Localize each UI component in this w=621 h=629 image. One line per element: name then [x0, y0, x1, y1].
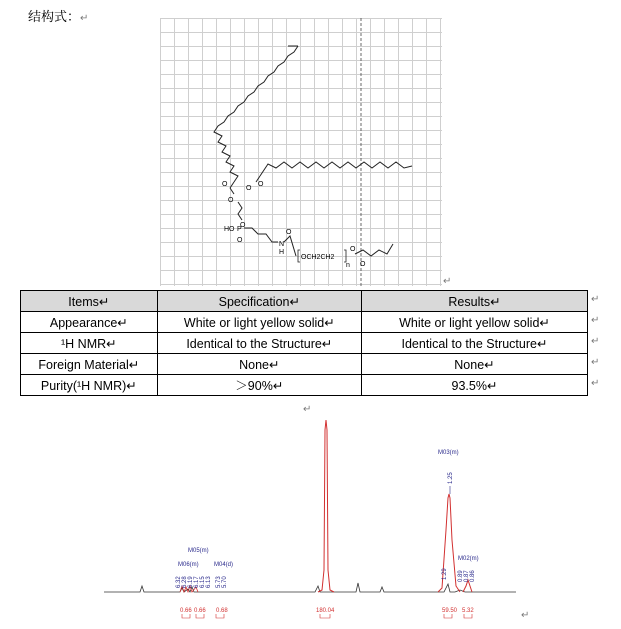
acyl-chain-2 — [260, 162, 412, 176]
row-return-mark: ↵ — [591, 336, 600, 347]
left-shift-labels — [176, 576, 228, 588]
cell-result: White or light yellow solid↵ — [361, 312, 587, 333]
phosphoryl-o: O — [237, 237, 243, 244]
integral-value: 0.66 — [180, 608, 192, 614]
ester2-carbonyl-o: O — [258, 181, 264, 188]
shift-label: 0.86 — [470, 570, 476, 582]
table-row — [21, 312, 588, 333]
table-header-row — [21, 291, 588, 312]
peg-subscript-n: n — [346, 262, 350, 269]
shift-label: 0.87 — [464, 570, 470, 582]
row-return-mark: ↵ — [591, 315, 600, 326]
peg-bracket-left — [298, 250, 300, 262]
header-specification: Specification↵ — [157, 291, 361, 312]
row-return-mark: ↵ — [591, 357, 600, 368]
cell-result: 93.5%↵ — [361, 375, 587, 396]
peak-group-label: M02(m) — [458, 556, 479, 562]
cell-specification: Identical to the Structure↵ — [157, 333, 361, 354]
row-return-mark: ↵ — [591, 378, 600, 389]
integral-value: 0.68 — [216, 608, 228, 614]
shift-label: 6.32 — [176, 576, 182, 588]
cell-item: Purity(¹H NMR)↵ — [21, 375, 158, 396]
integral-value: 5.32 — [462, 608, 474, 614]
shift-label: 6.17 — [194, 576, 200, 588]
cell-item: ¹H NMR↵ — [21, 333, 158, 354]
cell-result: Identical to the Structure↵ — [361, 333, 587, 354]
shift-label: 5.73 — [216, 576, 222, 588]
glycerol-backbone — [238, 202, 242, 220]
integral-value: 180.04 — [316, 608, 335, 614]
amide-bond — [284, 236, 296, 256]
ester1-o: O — [228, 197, 234, 204]
structure-heading-text: 结构式： — [28, 9, 81, 24]
peg-bracket-right — [344, 250, 346, 262]
table-row — [21, 375, 588, 396]
ester3-carbonyl-o: O — [360, 261, 366, 268]
hydroxyl-label: HO — [224, 226, 235, 233]
integral-value: 59.50 — [442, 608, 458, 614]
shift-label: 5.70 — [222, 576, 228, 588]
peg-peak — [318, 420, 334, 592]
table-row — [21, 354, 588, 375]
amide-h: H — [279, 249, 285, 256]
amide-o: O — [286, 229, 292, 236]
peg-repeat-unit: OCH2CH2 — [301, 254, 335, 261]
spectrum-baseline — [104, 583, 516, 592]
integral-value: 0.66 — [194, 608, 206, 614]
cell-item: Foreign Material↵ — [21, 354, 158, 375]
peak-group-label: M04(d) — [214, 562, 234, 568]
row-return-mark: ↵ — [591, 294, 600, 305]
return-mark: ↵ — [443, 276, 452, 287]
shift-label: 6.15 — [200, 576, 206, 588]
cell-specification: White or light yellow solid↵ — [157, 312, 361, 333]
return-mark: ↵ — [521, 610, 530, 621]
shift-label: 6.13 — [206, 576, 212, 588]
return-mark: ↵ — [80, 13, 89, 24]
ethanolamine-linker — [244, 228, 278, 242]
acyl-chain-1 — [214, 46, 298, 182]
specification-table — [20, 290, 588, 396]
table-row — [21, 333, 588, 354]
structure-heading — [28, 6, 88, 25]
shift-label: 1.29 — [442, 568, 448, 580]
ester2-o: O — [246, 185, 252, 192]
peak-group-label: M03(m) — [438, 450, 459, 456]
nmr-spectrum — [100, 410, 520, 624]
header-items: Items↵ — [21, 291, 158, 312]
chemical-structure-diagram — [160, 18, 442, 286]
ester1-carbonyl-o: O — [222, 181, 228, 188]
cell-result: None↵ — [361, 354, 587, 375]
nmr-spectrum-plot — [100, 410, 520, 624]
shift-label: 6.28 — [182, 576, 188, 588]
shift-label: 0.89 — [458, 570, 464, 582]
phosphate-ester-o: O — [240, 222, 246, 229]
cell-specification: ＞90%↵ — [157, 375, 361, 396]
shift-label: 6.19 — [188, 576, 194, 588]
shift-label: 1.25 — [448, 472, 454, 484]
cell-item: Appearance↵ — [21, 312, 158, 333]
cell-specification: None↵ — [157, 354, 361, 375]
return-mark: ↵ — [303, 404, 312, 415]
amide-n: N — [279, 241, 285, 248]
header-results: Results↵ — [361, 291, 587, 312]
structure-drawing — [160, 18, 442, 286]
ester3-o: O — [350, 246, 356, 253]
phosphorus-label: P — [237, 226, 242, 233]
peak-group-label: M06(m) — [178, 562, 199, 568]
integral-brackets — [182, 614, 472, 618]
peak-group-label: M05(m) — [188, 548, 209, 554]
